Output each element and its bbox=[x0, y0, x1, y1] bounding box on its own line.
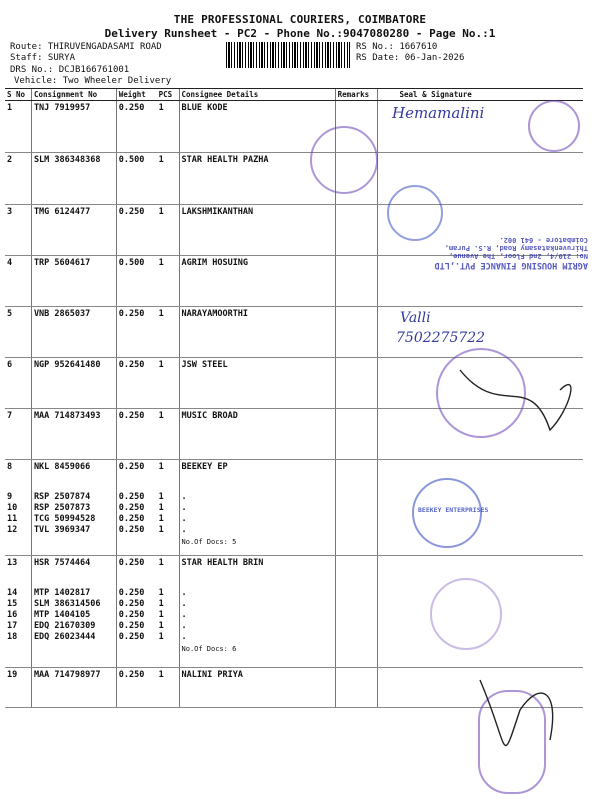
sno-cell-line: 16 bbox=[7, 610, 18, 620]
pcs-cell-line: 1 bbox=[158, 492, 164, 502]
pcs-cell-line: 1 bbox=[158, 207, 164, 217]
sno-cell-line: 2 bbox=[7, 155, 13, 165]
pcs-cell bbox=[157, 256, 179, 307]
weight-cell bbox=[116, 256, 156, 307]
pcs-cell-line: 1 bbox=[158, 411, 164, 421]
col-sno: S No bbox=[5, 89, 31, 101]
consignment-cell-line: MAA 714798977 bbox=[33, 670, 101, 680]
stamp-agrim: AGRIM HOUSING FINANCE PVT.,LTD No: 210/4, 2nd Floor, The Avenue, Thiruvenkatasamy Road, R.S. Puram, Coimbatore - 641 002. bbox=[434, 236, 588, 270]
col-consignee: Consignee Details bbox=[179, 89, 335, 101]
consignment-cell-line: TMG 6124477 bbox=[33, 207, 91, 217]
table-row bbox=[5, 153, 583, 205]
consignee-cell bbox=[179, 409, 335, 460]
pcs-cell-line: 1 bbox=[158, 103, 164, 113]
consignment-cell bbox=[31, 460, 116, 556]
pcs-cell-line: 1 bbox=[158, 610, 164, 620]
consignee-cell bbox=[179, 101, 335, 153]
weight-cell-line: 0.250 bbox=[118, 462, 145, 472]
consignee-cell-line: . bbox=[181, 588, 187, 598]
sno-cell bbox=[5, 358, 31, 409]
remarks-cell bbox=[335, 668, 377, 708]
consignment-cell bbox=[31, 153, 116, 205]
consignee-cell bbox=[179, 358, 335, 409]
sno-cell-line: 9 bbox=[7, 492, 13, 502]
weight-cell bbox=[116, 153, 156, 205]
consignment-cell bbox=[31, 256, 116, 307]
pcs-cell-line: 1 bbox=[158, 360, 164, 370]
sno-cell-line: 18 bbox=[7, 632, 18, 642]
consignment-cell bbox=[31, 358, 116, 409]
consignee-cell bbox=[179, 460, 335, 556]
sno-cell bbox=[5, 256, 31, 307]
sno-cell bbox=[5, 307, 31, 358]
consignment-cell-line: EDQ 26023444 bbox=[33, 632, 96, 642]
col-pcs: PCS bbox=[157, 89, 179, 101]
phone-row-5: 7502275722 bbox=[396, 330, 486, 346]
sno-cell-line: 10 bbox=[7, 503, 18, 513]
sno-cell-line: 3 bbox=[7, 207, 13, 217]
stamp-beekey-text: BEEKEY ENTERPRISES bbox=[418, 506, 489, 514]
pcs-cell bbox=[157, 307, 179, 358]
consignment-cell-line: TRP 5604617 bbox=[33, 258, 91, 268]
consignee-cell-line: NALINI PRIYA bbox=[181, 670, 243, 680]
consignee-cell bbox=[179, 256, 335, 307]
consignment-cell bbox=[31, 307, 116, 358]
weight-cell-line: 0.250 bbox=[118, 670, 145, 680]
consignee-cell-line: STAR HEALTH BRIN bbox=[181, 558, 264, 568]
remarks-cell bbox=[335, 460, 377, 556]
consignee-cell-line: . bbox=[181, 514, 187, 524]
consignment-cell-line: TNJ 7919957 bbox=[33, 103, 91, 113]
consignment-cell bbox=[31, 668, 116, 708]
pcs-cell-line: 1 bbox=[158, 670, 164, 680]
weight-cell-line: 0.250 bbox=[118, 360, 145, 370]
consignee-cell bbox=[179, 668, 335, 708]
consignment-cell-line: NKL 8459066 bbox=[33, 462, 91, 472]
stamp-row-1b bbox=[528, 100, 580, 152]
weight-cell bbox=[116, 358, 156, 409]
consignee-cell-line: . bbox=[181, 621, 187, 631]
sno-cell-line: 13 bbox=[7, 558, 18, 568]
pcs-cell bbox=[157, 668, 179, 708]
signature-strokes bbox=[440, 330, 590, 800]
consignee-cell-line: AGRIM HOSUING bbox=[181, 258, 249, 268]
consignee-cell-line: NARAYAMOORTHI bbox=[181, 309, 249, 319]
vehicle-label: Vehicle: Two Wheeler Delivery bbox=[14, 76, 172, 86]
sno-cell-line: 17 bbox=[7, 621, 18, 631]
weight-cell-line: 0.250 bbox=[118, 610, 145, 620]
company-title: THE PROFESSIONAL COURIERS, COIMBATORE bbox=[173, 13, 427, 26]
weight-cell-line: 0.250 bbox=[118, 621, 145, 631]
consignment-cell bbox=[31, 101, 116, 153]
pcs-cell-line: 1 bbox=[158, 632, 164, 642]
consignment-cell-line: EDQ 21670309 bbox=[33, 621, 96, 631]
stamp-row-3 bbox=[387, 185, 443, 241]
consignee-cell bbox=[179, 307, 335, 358]
consignment-cell-line: VNB 2865037 bbox=[33, 309, 91, 319]
runsheet-title: Delivery Runsheet - PC2 - Phone No.:9047080280 - Page No.:1 bbox=[104, 27, 496, 40]
weight-cell-line: 0.250 bbox=[118, 588, 145, 598]
weight-cell-line: 0.250 bbox=[118, 558, 145, 568]
sno-cell-line: 11 bbox=[7, 514, 18, 524]
pcs-cell-line: 1 bbox=[158, 309, 164, 319]
pcs-cell-line: 1 bbox=[158, 503, 164, 513]
consignment-cell bbox=[31, 205, 116, 256]
weight-cell-line: 0.250 bbox=[118, 632, 145, 642]
weight-cell-line: 0.500 bbox=[118, 155, 145, 165]
sno-cell-line: 7 bbox=[7, 411, 13, 421]
sno-cell bbox=[5, 460, 31, 556]
remarks-cell bbox=[335, 409, 377, 460]
pcs-cell-line: 1 bbox=[158, 155, 164, 165]
consignment-cell-line: MTP 1402817 bbox=[33, 588, 91, 598]
consignment-cell-line: SLM 386314506 bbox=[33, 599, 101, 609]
sno-cell-line: 6 bbox=[7, 360, 13, 370]
remarks-cell bbox=[335, 556, 377, 668]
consignment-cell-line: SLM 386348368 bbox=[33, 155, 101, 165]
consignee-cell-line: . bbox=[181, 610, 187, 620]
remarks-cell bbox=[335, 307, 377, 358]
weight-cell bbox=[116, 205, 156, 256]
consignment-cell-line: MAA 714873493 bbox=[33, 411, 101, 421]
drs-number: DRS No.: DCJB166761001 bbox=[10, 65, 130, 75]
col-weight: Weight bbox=[116, 89, 156, 101]
docs-count: No.Of Docs: 5 bbox=[181, 538, 237, 546]
pcs-cell-line: 1 bbox=[158, 558, 164, 568]
consignment-cell bbox=[31, 556, 116, 668]
remarks-cell bbox=[335, 256, 377, 307]
weight-cell bbox=[116, 307, 156, 358]
remarks-cell bbox=[335, 358, 377, 409]
consignee-cell-line: . bbox=[181, 599, 187, 609]
pcs-cell bbox=[157, 101, 179, 153]
sno-cell-line: 19 bbox=[7, 670, 18, 680]
signature-row-5: Valli bbox=[400, 310, 431, 326]
sno-cell bbox=[5, 409, 31, 460]
weight-cell-line: 0.250 bbox=[118, 514, 145, 524]
consignee-cell-line: BEEKEY EP bbox=[181, 462, 228, 472]
consignee-cell bbox=[179, 556, 335, 668]
weight-cell-line: 0.250 bbox=[118, 309, 145, 319]
consignment-cell-line: TCG 50994528 bbox=[33, 514, 96, 524]
consignee-cell-line: . bbox=[181, 525, 187, 535]
pcs-cell-line: 1 bbox=[158, 599, 164, 609]
consignee-cell-line: STAR HEALTH PAZHA bbox=[181, 155, 269, 165]
consignment-cell-line: NGP 952641480 bbox=[33, 360, 101, 370]
consignee-cell-line: . bbox=[181, 632, 187, 642]
remarks-cell bbox=[335, 205, 377, 256]
sno-cell bbox=[5, 556, 31, 668]
consignee-cell-line: MUSIC BROAD bbox=[181, 411, 238, 421]
col-remarks: Remarks bbox=[335, 89, 377, 101]
sno-cell-line: 5 bbox=[7, 309, 13, 319]
weight-cell bbox=[116, 460, 156, 556]
weight-cell-line: 0.250 bbox=[118, 207, 145, 217]
consignee-cell-line: BLUE KODE bbox=[181, 103, 228, 113]
consignee-cell bbox=[179, 205, 335, 256]
barcode bbox=[226, 42, 350, 68]
pcs-cell bbox=[157, 460, 179, 556]
table-row bbox=[5, 101, 583, 153]
sno-cell-line: 8 bbox=[7, 462, 13, 472]
pcs-cell bbox=[157, 358, 179, 409]
weight-cell-line: 0.250 bbox=[118, 103, 145, 113]
consignment-cell bbox=[31, 409, 116, 460]
sno-cell-line: 4 bbox=[7, 258, 13, 268]
weight-cell-line: 0.250 bbox=[118, 503, 145, 513]
col-signature: Seal & Signature bbox=[377, 89, 583, 101]
consignee-cell-line: JSW STEEL bbox=[181, 360, 228, 370]
stamp-row-1 bbox=[310, 126, 378, 194]
sno-cell bbox=[5, 205, 31, 256]
weight-cell bbox=[116, 409, 156, 460]
sno-cell bbox=[5, 668, 31, 708]
pcs-cell-line: 1 bbox=[158, 621, 164, 631]
signature-row-1: Hemamalini bbox=[392, 104, 485, 122]
consignee-cell-line: . bbox=[181, 492, 187, 502]
weight-cell bbox=[116, 556, 156, 668]
col-consignment: Consignment No bbox=[31, 89, 116, 101]
route-label: Route: THIRUVENGADASAMI ROAD bbox=[10, 42, 162, 52]
consignment-cell-line: HSR 7574464 bbox=[33, 558, 91, 568]
weight-cell bbox=[116, 101, 156, 153]
sno-cell bbox=[5, 101, 31, 153]
staff-label: Staff: SURYA bbox=[10, 53, 76, 63]
rs-number: RS No.: 1667610 bbox=[356, 42, 438, 52]
pcs-cell bbox=[157, 205, 179, 256]
consignee-cell-line: LAKSHMIKANTHAN bbox=[181, 207, 254, 217]
consignment-cell-line: RSP 2507873 bbox=[33, 503, 91, 513]
weight-cell-line: 0.250 bbox=[118, 492, 145, 502]
sno-cell-line: 14 bbox=[7, 588, 18, 598]
sno-cell bbox=[5, 153, 31, 205]
pcs-cell bbox=[157, 556, 179, 668]
consignment-cell-line: RSP 2507874 bbox=[33, 492, 91, 502]
sno-cell-line: 12 bbox=[7, 525, 18, 535]
weight-cell-line: 0.500 bbox=[118, 258, 145, 268]
sno-cell-line: 1 bbox=[7, 103, 13, 113]
pcs-cell bbox=[157, 409, 179, 460]
pcs-cell-line: 1 bbox=[158, 525, 164, 535]
weight-cell bbox=[116, 668, 156, 708]
consignment-cell-line: MTP 1404105 bbox=[33, 610, 91, 620]
sno-cell-line: 15 bbox=[7, 599, 18, 609]
pcs-cell-line: 1 bbox=[158, 258, 164, 268]
consignment-cell-line: TVL 3969347 bbox=[33, 525, 91, 535]
docs-count: No.Of Docs: 6 bbox=[181, 645, 237, 653]
weight-cell-line: 0.250 bbox=[118, 599, 145, 609]
pcs-cell-line: 1 bbox=[158, 462, 164, 472]
weight-cell-line: 0.250 bbox=[118, 525, 145, 535]
pcs-cell-line: 1 bbox=[158, 514, 164, 524]
pcs-cell-line: 1 bbox=[158, 588, 164, 598]
rs-date: RS Date: 06-Jan-2026 bbox=[356, 53, 465, 63]
consignee-cell-line: . bbox=[181, 503, 187, 513]
table-header-row bbox=[5, 89, 583, 101]
weight-cell-line: 0.250 bbox=[118, 411, 145, 421]
pcs-cell bbox=[157, 153, 179, 205]
